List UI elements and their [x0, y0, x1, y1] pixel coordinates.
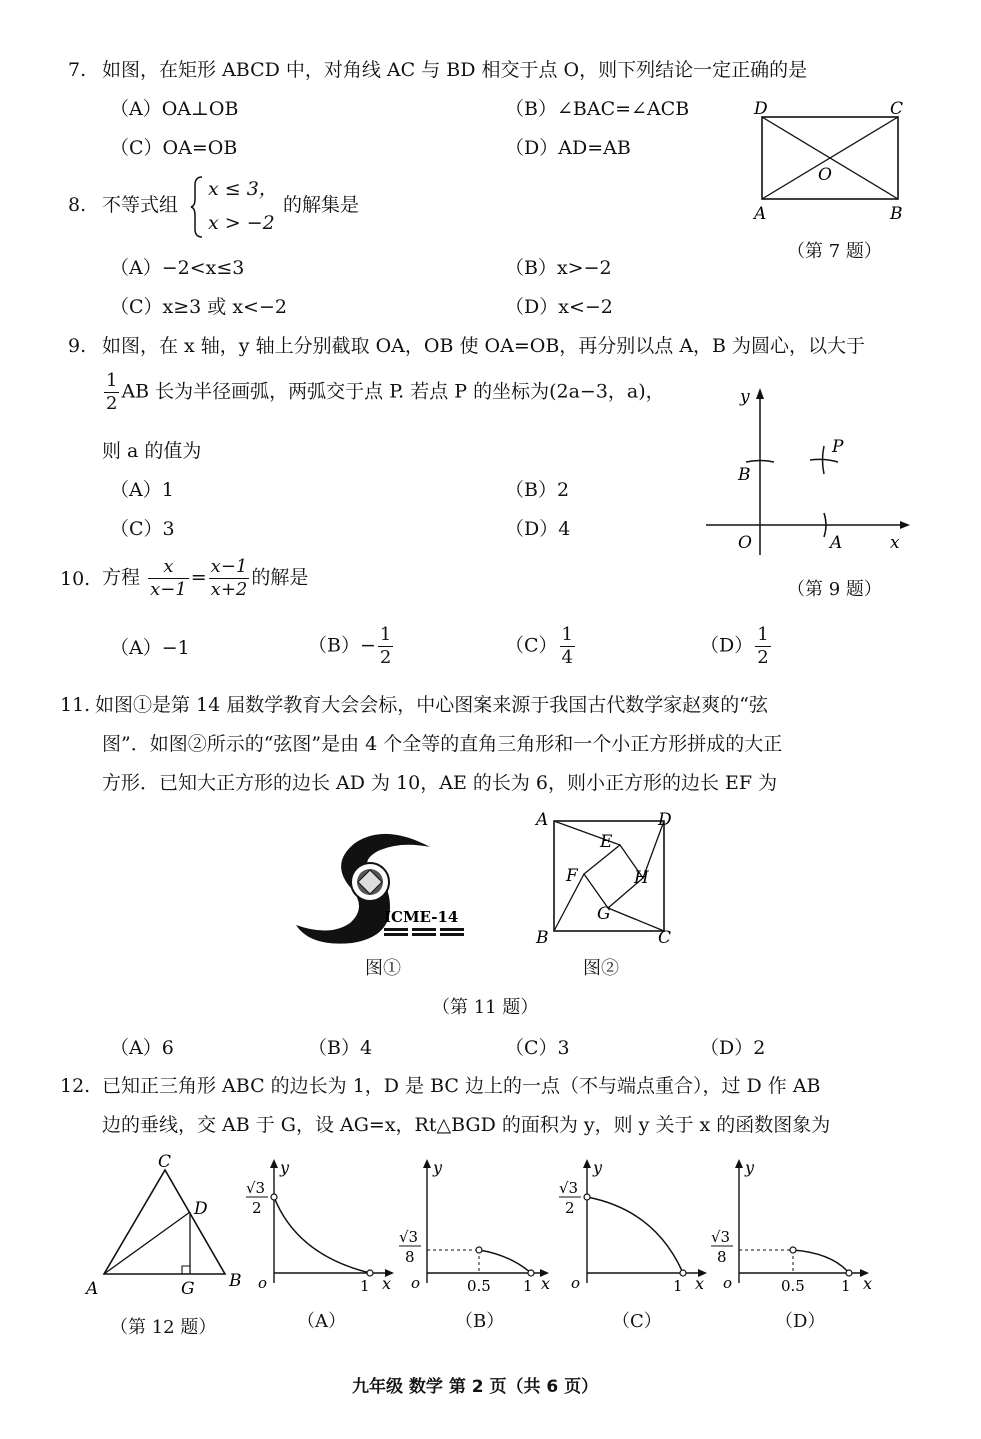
q12-number: 12. [60, 1075, 91, 1097]
q11-option-d: （D）2 [700, 1037, 766, 1059]
q12-graph-d [707, 1155, 882, 1295]
q10-option-b: （B）− $\frac{1}{2}$ [308, 624, 392, 668]
q9-label-x: x [890, 533, 900, 553]
q11-label-e: E [600, 832, 613, 852]
q12-stem-line1: 已知正三角形 ABC 的边长为 1，D 是 BC 边上的一点（不与端点重合），过 D 作 AB [102, 1075, 821, 1097]
q12-label-a: A [86, 1279, 99, 1299]
svg-text:√3: √3 [399, 1228, 419, 1246]
svg-text:x: x [863, 1274, 873, 1293]
q11-label-b: B [536, 928, 549, 948]
svg-text:o: o [571, 1274, 581, 1292]
q11-option-a: （A）6 [110, 1037, 174, 1059]
q9-option-c: （C）3 [110, 518, 175, 540]
icme-logo [290, 825, 490, 950]
q11-number: 11. [60, 694, 91, 716]
svg-text:y: y [280, 1158, 290, 1177]
q11-stem-line2: 图”．如图②所示的“弦图”是由 4 个全等的直角三角形和一个小正方形拼成的大正 [102, 733, 783, 755]
q11-label-g: G [597, 904, 611, 924]
q11-option-b: （B）4 [308, 1037, 373, 1059]
q9-label-b: B [738, 465, 751, 485]
q7-caption: （第 7 题） [787, 241, 882, 262]
q9-option-a: （A）1 [110, 479, 174, 501]
q9-half-fraction: $\frac{1}{2}$ [106, 370, 118, 414]
q12-caption: （第 12 题） [110, 1317, 217, 1338]
q11-label-h: H [634, 868, 649, 888]
svg-text:√3: √3 [246, 1179, 266, 1197]
q11-fig1-label: 图① [365, 958, 401, 979]
svg-text:1: 1 [360, 1277, 370, 1295]
q7-label-o: O [818, 165, 832, 185]
svg-text:1: 1 [841, 1277, 851, 1295]
q12-label-c: C [158, 1152, 172, 1172]
q9-option-d: （D）4 [505, 518, 571, 540]
svg-text:x: x [695, 1274, 705, 1293]
q9-option-b: （B）2 [505, 479, 570, 501]
q9-label-a: A [830, 533, 843, 553]
q11-label-f: F [566, 866, 578, 886]
q8-option-b: （B）x>−2 [505, 257, 612, 279]
svg-text:y: y [433, 1158, 443, 1177]
q9-coordinate-figure [700, 380, 920, 560]
q9-label-o: O [738, 533, 752, 553]
svg-text:y: y [745, 1158, 755, 1177]
icme-logo-text: ICME-14 [384, 908, 459, 926]
q9-stem-line2: $\frac{1}{2}$ AB 长为半径画弧，两弧交于点 P. 若点 P 的坐标为(2a−3，a)， [106, 370, 665, 414]
svg-text:y: y [593, 1158, 603, 1177]
q12-option-a: （A） [297, 1311, 346, 1332]
q12-graph-a [242, 1155, 402, 1295]
q7-label-a: A [754, 204, 767, 224]
q12-option-c: （C） [612, 1311, 662, 1332]
q7-label-b: B [890, 204, 903, 224]
q12-stem-line2: 边的垂线，交 AB 于 G，设 AG=x，Rt△BGD 的面积为 y，则 y 关于 x 的函数图象为 [102, 1114, 831, 1136]
q8-label: 不等式组 [102, 194, 179, 216]
q11-label-a: A [536, 810, 549, 830]
q7-option-d: （D）AD=AB [505, 137, 631, 159]
q10-option-d: （D） $\frac{1}{2}$ [700, 624, 769, 668]
q10-stem: 方程 $\frac{x}{x-1}$ = $\frac{x-1}{x+2}$ 的解是 [102, 556, 309, 600]
q11-label-d: D [658, 810, 672, 830]
svg-text:8: 8 [717, 1248, 727, 1266]
q7-stem: 如图，在矩形 ABCD 中，对角线 AC 与 BD 相交于点 O，则下列结论一定正确的是 [102, 59, 808, 81]
q11-stem-line1: 如图①是第 14 届数学教育大会会标，中心图案来源于我国古代数学家赵爽的“弦 [95, 694, 768, 716]
svg-text:o: o [411, 1274, 421, 1292]
q7-option-a: （A）OA⊥OB [110, 98, 239, 120]
svg-text:0.5: 0.5 [781, 1277, 805, 1295]
q9-number: 9. [68, 335, 87, 357]
svg-text:2: 2 [565, 1199, 575, 1217]
q7-label-d: D [754, 99, 768, 119]
q8-line1: x ≤ 3， [208, 178, 278, 200]
q7-rectangle-figure [740, 95, 920, 240]
q11-option-c: （C）3 [505, 1037, 570, 1059]
q10-option-a: （A）−1 [110, 637, 190, 659]
svg-text:x: x [382, 1274, 392, 1293]
svg-text:1: 1 [523, 1277, 533, 1295]
q8-brace [190, 175, 204, 239]
q11-fig2-label: 图② [583, 958, 619, 979]
q12-option-d: （D） [775, 1311, 826, 1332]
q8-option-c: （C）x≥3 或 x<−2 [110, 296, 287, 318]
page-footer: 九年级 数学 第 2 页（共 6 页） [352, 1377, 599, 1397]
q8-suffix: 的解集是 [283, 194, 360, 216]
q9-label-y: y [740, 387, 750, 407]
q9-stem-line1: 如图，在 x 轴，y 轴上分别截取 OA，OB 使 OA=OB，再分别以点 A，B 为圆心，以大于 [102, 335, 866, 357]
q11-caption: （第 11 题） [432, 997, 539, 1018]
q7-option-b: （B）∠BAC=∠ACB [505, 98, 690, 120]
q12-option-b: （B） [455, 1311, 505, 1332]
q12-label-b: B [229, 1271, 242, 1291]
svg-text:√3: √3 [559, 1179, 579, 1197]
q8-option-d: （D）x<−2 [505, 296, 613, 318]
q10-left-fraction: $\frac{x}{x-1}$ [150, 556, 187, 600]
q9-stem-line3: 则 a 的值为 [102, 440, 202, 462]
q7-label-c: C [890, 99, 904, 119]
q12-triangle-figure [82, 1150, 252, 1300]
q10-right-fraction: $\frac{x-1}{x+2}$ [210, 556, 248, 600]
q9-label-p: P [832, 437, 844, 457]
q8-option-a: （A）−2<x≤3 [110, 257, 245, 279]
svg-text:o: o [723, 1274, 733, 1292]
q11-string-diagram [530, 805, 690, 950]
svg-text:1: 1 [673, 1277, 683, 1295]
svg-text:2: 2 [252, 1199, 262, 1217]
q8-line2: x > −2 [208, 212, 275, 234]
svg-text:8: 8 [405, 1248, 415, 1266]
svg-text:0.5: 0.5 [467, 1277, 491, 1295]
q8-number: 8. [68, 194, 87, 216]
q12-label-g: G [181, 1279, 195, 1299]
q9-caption: （第 9 题） [787, 579, 882, 600]
q12-label-d: D [194, 1199, 208, 1219]
q12-graph-b [395, 1155, 565, 1295]
q7-option-c: （C）OA=OB [110, 137, 238, 159]
q10-option-c: （C） $\frac{1}{4}$ [505, 624, 573, 668]
q11-stem-line3: 方形．已知大正方形的边长 AD 为 10，AE 的长为 6，则小正方形的边长 EF 为 [102, 772, 778, 794]
q11-label-c: C [658, 928, 672, 948]
svg-text:x: x [541, 1274, 551, 1293]
q12-graph-c [555, 1155, 715, 1295]
q7-number: 7. [68, 59, 87, 81]
svg-text:o: o [258, 1274, 268, 1292]
q10-number: 10. [60, 568, 91, 590]
svg-text:√3: √3 [711, 1228, 731, 1246]
